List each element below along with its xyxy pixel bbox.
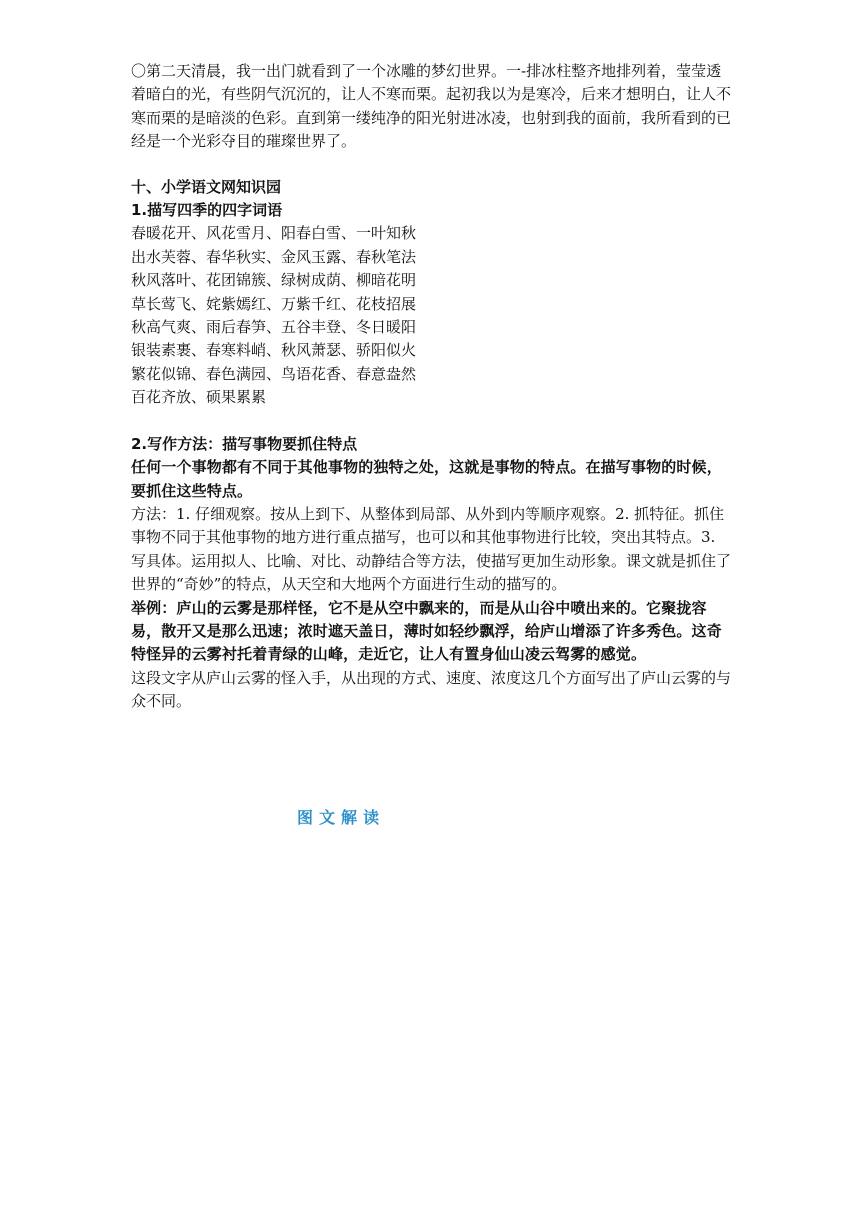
section-heading: 十、小学语文网知识园 (131, 177, 282, 196)
spacer (131, 410, 731, 433)
idiom-list (131, 222, 731, 409)
part1-title: 1.描写四季的四字词语 (131, 201, 283, 220)
part2-lead: 任何一个事物都有不同于其他事物的独特之处，这就是事物的特点。在描写事物的时候，要抓住这些特点。 (131, 458, 722, 500)
idiom-line: 秋高气爽、雨后春笋、五谷丰登、冬日暖阳 (131, 318, 417, 337)
footer-label: 图文解读 (297, 808, 386, 827)
idiom-line: 草长莺飞、姹紫嫣红、万紫千红、花枝招展 (131, 294, 417, 313)
idiom-line: 春暖花开、风花雪月、阳春白雪、一叶知秋 (131, 224, 417, 243)
idiom-line: 百花齐放、硕果累累 (131, 388, 267, 407)
intro-paragraph: 〇第二天清晨，我一出门就看到了一个冰雕的梦幻世界。一-排冰柱整齐地排列着，莹莹透着暗白的光，有些阴气沉沉的，让人不寒而栗。起初我以为是寒冷，后来才想明白，让人不寒而栗的是暗淡的色彩。直到第一缕纯净的阳光射进冰凌，也射到我的面前，我所看到的已经是一个光彩夺目的璀璨世界了。 (131, 62, 732, 151)
part2-example: 举例：庐山的云雾是那样怪，它不是从空中飘来的，而是从山谷中喷出来的。它聚拢容易，散开又是那么迅速；浓时遮天盖日，薄时如轻纱飘浮，给庐山增添了许多秀色。这奇特怪异的云雾衬托着青绿的山峰，走近它，让人有置身仙山凌云驾雾的感觉。 (131, 598, 722, 664)
part2-title: 2.写作方法：描写事物要抓住特点 (131, 434, 358, 453)
idiom-line: 秋风落叶、花团锦簇、绿树成荫、柳暗花明 (131, 271, 417, 290)
part2-analysis: 这段文字从庐山云雾的怪入手，从出现的方式、速度、浓度这几个方面写出了庐山云雾的与众不同。 (131, 668, 732, 711)
part2-method: 方法：1. 仔细观察。按从上到下、从整体到局部、从外到内等顺序观察。2. 抓特征。抓住事物不同于其他事物的地方进行重点描写，也可以和其他事物进行比较，突出其特点。3. 写具体。运用拟人、比喻、对比、动静结合等方法，使描写更加生动形象。课文就是抓住了世界的“奇妙”的特点，从天空和大地两个方面进行生动的描写的。 (131, 504, 732, 594)
idiom-line: 银装素裹、春寒料峭、秋风萧瑟、骄阳似火 (131, 341, 417, 360)
spacer (131, 154, 731, 176)
idiom-line: 出水芙蓉、春华秋实、金风玉露、春秋笔法 (131, 247, 417, 266)
idiom-line: 繁花似锦、春色满园、鸟语花香、春意盎然 (131, 364, 417, 383)
document-body (131, 60, 731, 714)
